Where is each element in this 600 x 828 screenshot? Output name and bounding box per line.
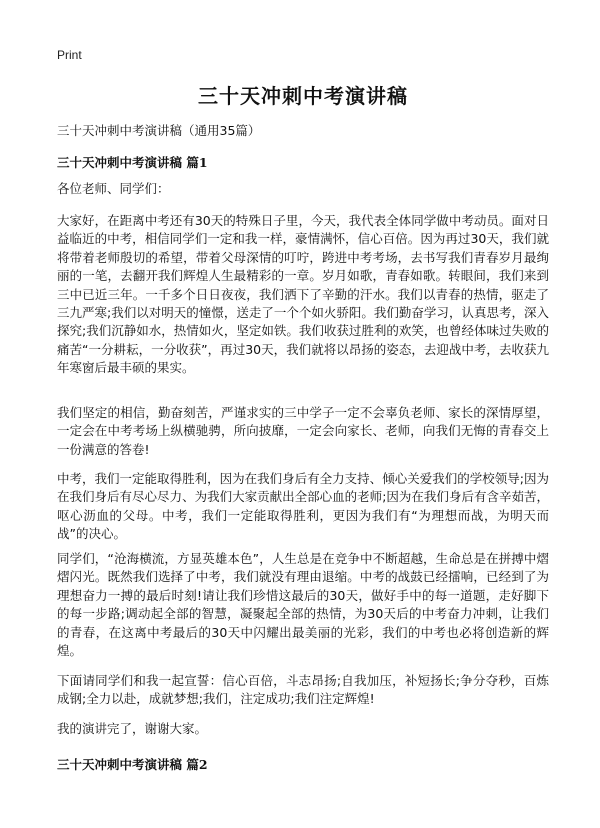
section-heading-1: 三十天冲刺中考演讲稿 篇1 xyxy=(57,155,208,170)
print-link[interactable]: Print xyxy=(57,48,82,62)
greeting-paragraph: 各位老师、同学们： xyxy=(57,181,170,196)
document-subtitle: 三十天冲刺中考演讲稿（通用35篇） xyxy=(57,123,261,138)
oath-paragraph: 下面请同学们和我一起宣誓：信心百倍，斗志昂扬;自我加压，补短扬长;争分夺秒，百炼成钢;全力以赴，成就梦想;我们，注定成功;我们注定辉煌! xyxy=(57,673,549,707)
document-title: 三十天冲刺中考演讲稿 xyxy=(198,84,408,108)
body-paragraph-3: 中考，我们一定能取得胜利，因为在我们身后有全力支持、倾心关爱我们的学校领导;因为在我们身后有尽心尽力、为我们大家贡献出全部心血的老师;因为在我们身后有含辛茹苦，呕心沥血的父母。中考，我们一定能取得胜利，更因为我们有“为理想而战，为明天而战”的决心。 xyxy=(57,471,549,542)
body-paragraph-1: 大家好，在距离中考还有30天的特殊日子里，今天，我代表全体同学做中考动员。面对日益临近的中考，相信同学们一定和我一样，豪情满怀，信心百倍。因为再过30天，我们就将带着老师殷切的希望，带着父母深情的叮咛，跨进中考考场，去书写我们青春岁月最绚丽的一笔，去翻开我们辉煌人生最精彩的一章。岁月如歌，青春如歌。转眼间，我们来到三中已近三年。一千多个日日夜夜，我们洒下了辛勤的汗水。我们以青春的热情，驱走了三九严寒;我们以对明天的憧憬，送走了一个个如火骄阳。我们勤奋学习，认真思考，深入探究;我们沉静如水，热情如火，坚定如铁。我们收获过胜利的欢笑，也曾经体味过失败的痛苦“一分耕耘，一分收获”，再过30天，我们就将以昂扬的姿态，去迎战中考，去收获九年寒窗后最丰硕的果实。 xyxy=(57,213,549,376)
section-heading-2: 三十天冲刺中考演讲稿 篇2 xyxy=(57,757,208,772)
body-paragraph-4: 同学们，“沧海横流，方显英雄本色”，人生总是在竞争中不断超越，生命总是在拼搏中熠熠闪光。既然我们选择了中考，我们就没有理由退缩。中考的战鼓已经擂响，已经到了为理想奋力一搏的最后时刻!请让我们珍惜这最后的30天，做好手中的每一道题，走好脚下的每一步路;调动起全部的智慧，凝聚起全部的热情，为30天后的中考奋力冲刺，让我们的青春，在这离中考最后的30天中闪耀出最美丽的光彩，我们的中考也必将创造新的辉煌。 xyxy=(57,551,549,659)
closing-paragraph: 我的演讲完了，谢谢大家。 xyxy=(57,721,208,736)
body-paragraph-2: 我们坚定的相信，勤奋刻苦，严谨求实的三中学子一定不会辜负老师、家长的深情厚望，一定会在中考考场上纵横驰骋，所向披靡，一定会向家长、老师，向我们无悔的青春交上一份满意的答卷! xyxy=(57,405,549,457)
